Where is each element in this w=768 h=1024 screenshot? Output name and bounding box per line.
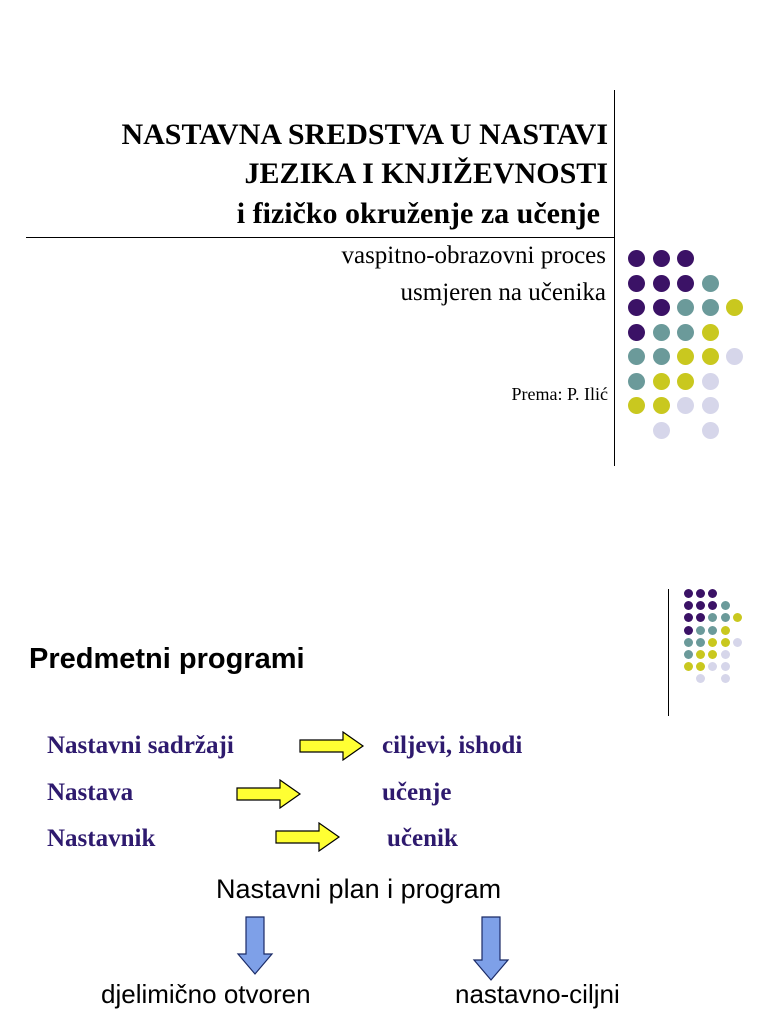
plan-label: Nastavni plan i program [216, 874, 502, 904]
slide2-grid-dot [721, 601, 730, 610]
slide2-grid-dot [708, 589, 717, 598]
slide2-grid-dot [684, 650, 693, 659]
slide2-grid-dot [684, 662, 693, 671]
slide2-grid-dot [696, 638, 705, 647]
row1-left-label: Nastavni sadržaji [47, 732, 234, 759]
row2-right-label: učenje [382, 779, 452, 806]
slide2-grid-dot [684, 613, 693, 622]
slide2-grid-dot [696, 662, 705, 671]
slide2-heading: Predmetni programi [29, 643, 305, 675]
slide2-grid-dot [684, 626, 693, 635]
branch-right-label: nastavno-ciljni [455, 979, 620, 1009]
slide2-grid-dot [733, 613, 742, 622]
slide2-grid-dot [721, 626, 730, 635]
slide2-grid-dot [696, 589, 705, 598]
slide2-grid-dot [721, 613, 730, 622]
slide1-title-line2: JEZIKA I KNJIŽEVNOSTI [244, 157, 608, 190]
slide2-grid-dot [708, 626, 717, 635]
slide2-grid-dot [721, 650, 730, 659]
slide2-grid-dot [708, 601, 717, 610]
slide2-grid-dot [696, 613, 705, 622]
slide2-grid-dot [721, 638, 730, 647]
slide1-author: Prema: P. Ilić [511, 384, 608, 404]
slide1-subtitle-line1: vaspitno-obrazovni proces [341, 242, 606, 269]
branch-left-label: djelimično otvoren [101, 979, 311, 1009]
row1-arrow-icon [299, 731, 365, 761]
row3-arrow-icon [275, 822, 341, 852]
slide2-grid-dot [733, 638, 742, 647]
right-down-arrow-icon [472, 916, 510, 982]
slide2-grid-dot [721, 662, 730, 671]
slide2-grid-dot [684, 589, 693, 598]
slide2-grid-dot [708, 638, 717, 647]
slide1-title-line3: i fizičko okruženje za učenje [236, 197, 600, 230]
slide2-grid-dot [696, 601, 705, 610]
slide1-title-line1: NASTAVNA SREDSTVA U NASTAVI [121, 118, 608, 151]
slide1-subtitle-line2: usmjeren na učenika [400, 279, 606, 306]
row2-arrow-icon [236, 779, 302, 809]
slide2-grid-dot [708, 613, 717, 622]
slide2-grid-dot [696, 674, 705, 683]
row3-left-label: Nastavnik [47, 825, 156, 852]
row1-right-label: ciljevi, ishodi [382, 732, 523, 759]
slide2-grid-dot [684, 601, 693, 610]
slide2-grid-dot [708, 650, 717, 659]
left-down-arrow-icon [236, 916, 274, 976]
slide2-grid-dot [721, 674, 730, 683]
slide2-grid-dot [696, 650, 705, 659]
slide2-grid-dot [708, 662, 717, 671]
row3-right-label: učenik [387, 825, 458, 852]
row2-left-label: Nastava [47, 779, 134, 806]
slide2-grid-dot [684, 638, 693, 647]
slide2-grid-dot [696, 626, 705, 635]
